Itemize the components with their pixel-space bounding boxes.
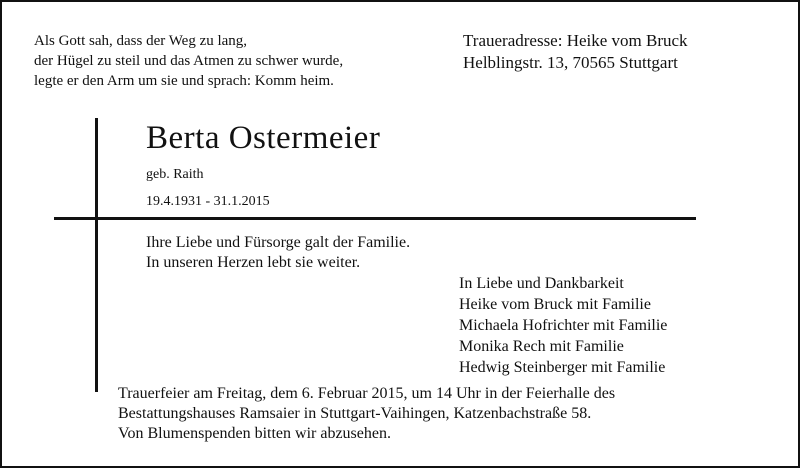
service-line: Trauerfeier am Freitag, dem 6. Februar 2015, um 14 Uhr in der Feierhalle des — [118, 385, 616, 402]
deceased-name: Berta Ostermeier — [146, 120, 381, 156]
mourning-address — [463, 30, 688, 74]
motto-line: Ihre Liebe und Fürsorge galt der Familie. — [146, 234, 411, 251]
service-line: Bestattungshauses Ramsaier in Stuttgart-Vaihingen, Katzenbachstraße 58. — [118, 405, 592, 422]
address-line: Traueradresse: Heike vom Bruck — [463, 31, 688, 50]
verse-line: der Hügel zu steil und das Atmen zu schwer wurde, — [34, 53, 344, 69]
service-line: Von Blumenspenden bitten wir abzusehen. — [118, 425, 391, 442]
mourner-line: Monika Rech mit Familie — [459, 338, 624, 355]
mourners-list — [459, 273, 667, 378]
verse-line: legte er den Arm um sie und sprach: Komm heim. — [34, 73, 334, 89]
motto-line: In unseren Herzen lebt sie weiter. — [146, 254, 361, 271]
address-line: Helblingstr. 13, 70565 Stuttgart — [463, 53, 678, 72]
mourner-line: Heike vom Bruck mit Familie — [459, 296, 651, 313]
mourner-line: Michaela Hofrichter mit Familie — [459, 317, 668, 334]
birth-name: geb. Raith — [146, 167, 204, 182]
mourner-line: Hedwig Steinberger mit Familie — [459, 359, 666, 376]
verse-line: Als Gott sah, dass der Weg zu lang, — [34, 33, 248, 49]
life-dates: 19.4.1931 - 31.1.2015 — [146, 194, 270, 209]
cross-vertical-bar — [95, 118, 98, 392]
mourner-line: In Liebe und Dankbarkeit — [459, 275, 624, 292]
cross-horizontal-bar — [54, 217, 696, 220]
memorial-motto — [146, 233, 410, 273]
verse — [34, 31, 343, 91]
funeral-service-info — [118, 384, 615, 444]
